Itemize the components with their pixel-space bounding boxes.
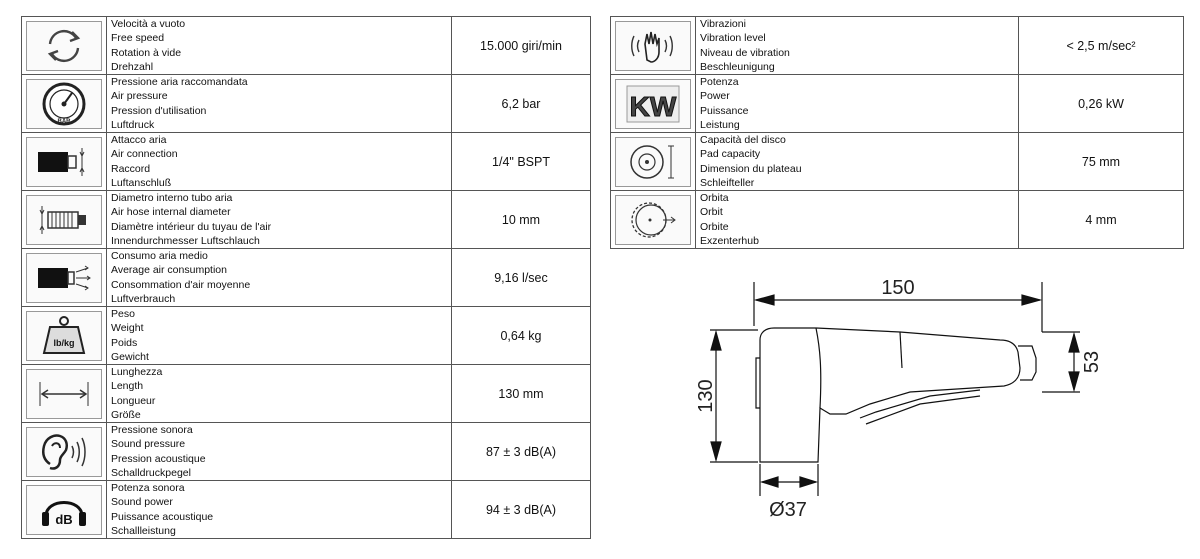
- dimension-height: 130: [695, 379, 717, 413]
- rotation-arrows-icon: [26, 21, 102, 71]
- orbit-icon: [615, 195, 691, 245]
- dimension-nozzle: 53: [1081, 350, 1103, 374]
- hose-diameter-icon: [26, 195, 102, 245]
- spec-labels: Orbita Orbit Orbite Exzenterhub: [696, 191, 1019, 249]
- spec-row-air-pressure: [22, 75, 591, 133]
- spec-labels: Vibrazioni Vibration level Niveau de vibration Beschleunigung: [696, 17, 1019, 75]
- spec-labels: Potenza sonora Sound power Puissance acoustique Schallleistung: [107, 481, 452, 539]
- spec-row-sound-pressure: [22, 423, 591, 481]
- spec-row-length: [22, 365, 591, 423]
- weight-unit-label: lb/kg: [53, 337, 75, 348]
- pressure-gauge-icon: [26, 79, 102, 129]
- spec-row-free-speed: [22, 17, 591, 75]
- spec-value: 6,2 bar: [452, 75, 591, 133]
- spec-row-power: [611, 75, 1184, 133]
- spec-table-left: [21, 16, 591, 539]
- spec-value: 10 mm: [452, 191, 591, 249]
- pad-disc-icon: [615, 137, 691, 187]
- ear-sound-icon: [26, 427, 102, 477]
- spec-labels: Pressione sonora Sound pressure Pression acoustique Schalldruckpegel: [107, 423, 452, 481]
- db-label: dB: [55, 511, 73, 527]
- spec-row-sound-power: [22, 481, 591, 539]
- weight-icon: [26, 311, 102, 361]
- spec-row-vibration: [611, 17, 1184, 75]
- spec-labels: Consumo aria medio Average air consumption Consommation d'air moyenne Luftverbrauch: [107, 249, 452, 307]
- spec-value: 4 mm: [1019, 191, 1184, 249]
- spec-value: 9,16 l/sec: [452, 249, 591, 307]
- kw-power-icon: [615, 79, 691, 129]
- headphones-db-icon: [26, 485, 102, 535]
- spec-value: 75 mm: [1019, 133, 1184, 191]
- spec-value: 87 ± 3 dB(A): [452, 423, 591, 481]
- spec-labels: Attacco aria Air connection Raccord Luftanschluß: [107, 133, 452, 191]
- spec-labels: Velocità a vuoto Free speed Rotation à vide Drehzahl: [107, 17, 452, 75]
- spec-table-right: [610, 16, 1184, 249]
- spec-labels: Lunghezza Length Longueur Größe: [107, 365, 452, 423]
- spec-labels: Potenza Power Puissance Leistung: [696, 75, 1019, 133]
- spec-row-air-connection: [22, 133, 591, 191]
- spec-row-hose-diameter: [22, 191, 591, 249]
- spec-value: 15.000 giri/min: [452, 17, 591, 75]
- dimension-diameter: Ø37: [769, 499, 807, 521]
- spec-value: 130 mm: [452, 365, 591, 423]
- air-consumption-icon: [26, 253, 102, 303]
- spec-labels: Pressione aria raccomandata Air pressure Pression d'utilisation Luftdruck: [107, 75, 452, 133]
- vibration-hand-icon: [615, 21, 691, 71]
- spec-value: 0,64 kg: [452, 307, 591, 365]
- spec-row-orbit: [611, 191, 1184, 249]
- spec-value: 1/4" BSPT: [452, 133, 591, 191]
- dimension-length: 150: [881, 277, 915, 299]
- gauge-bar-label: BAR: [57, 118, 71, 125]
- spec-labels: Capacità del disco Pad capacity Dimension du plateau Schleifteller: [696, 133, 1019, 191]
- length-arrow-icon: [26, 369, 102, 419]
- spec-row-air-consumption: [22, 249, 591, 307]
- tool-dimension-drawing: [680, 268, 1103, 538]
- spec-value: < 2,5 m/sec²: [1019, 17, 1184, 75]
- air-connection-icon: [26, 137, 102, 187]
- spec-value: 0,26 kW: [1019, 75, 1184, 133]
- spec-row-pad-capacity: [611, 133, 1184, 191]
- spec-labels: Peso Weight Poids Gewicht: [107, 307, 452, 365]
- spec-row-weight: [22, 307, 591, 365]
- spec-labels: Diametro interno tubo aria Air hose internal diameter Diamètre intérieur du tuyau de l'air Innendurchmesser Luftschlauch: [107, 191, 452, 249]
- spec-value: 94 ± 3 dB(A): [452, 481, 591, 539]
- kw-label: KW: [629, 90, 677, 122]
